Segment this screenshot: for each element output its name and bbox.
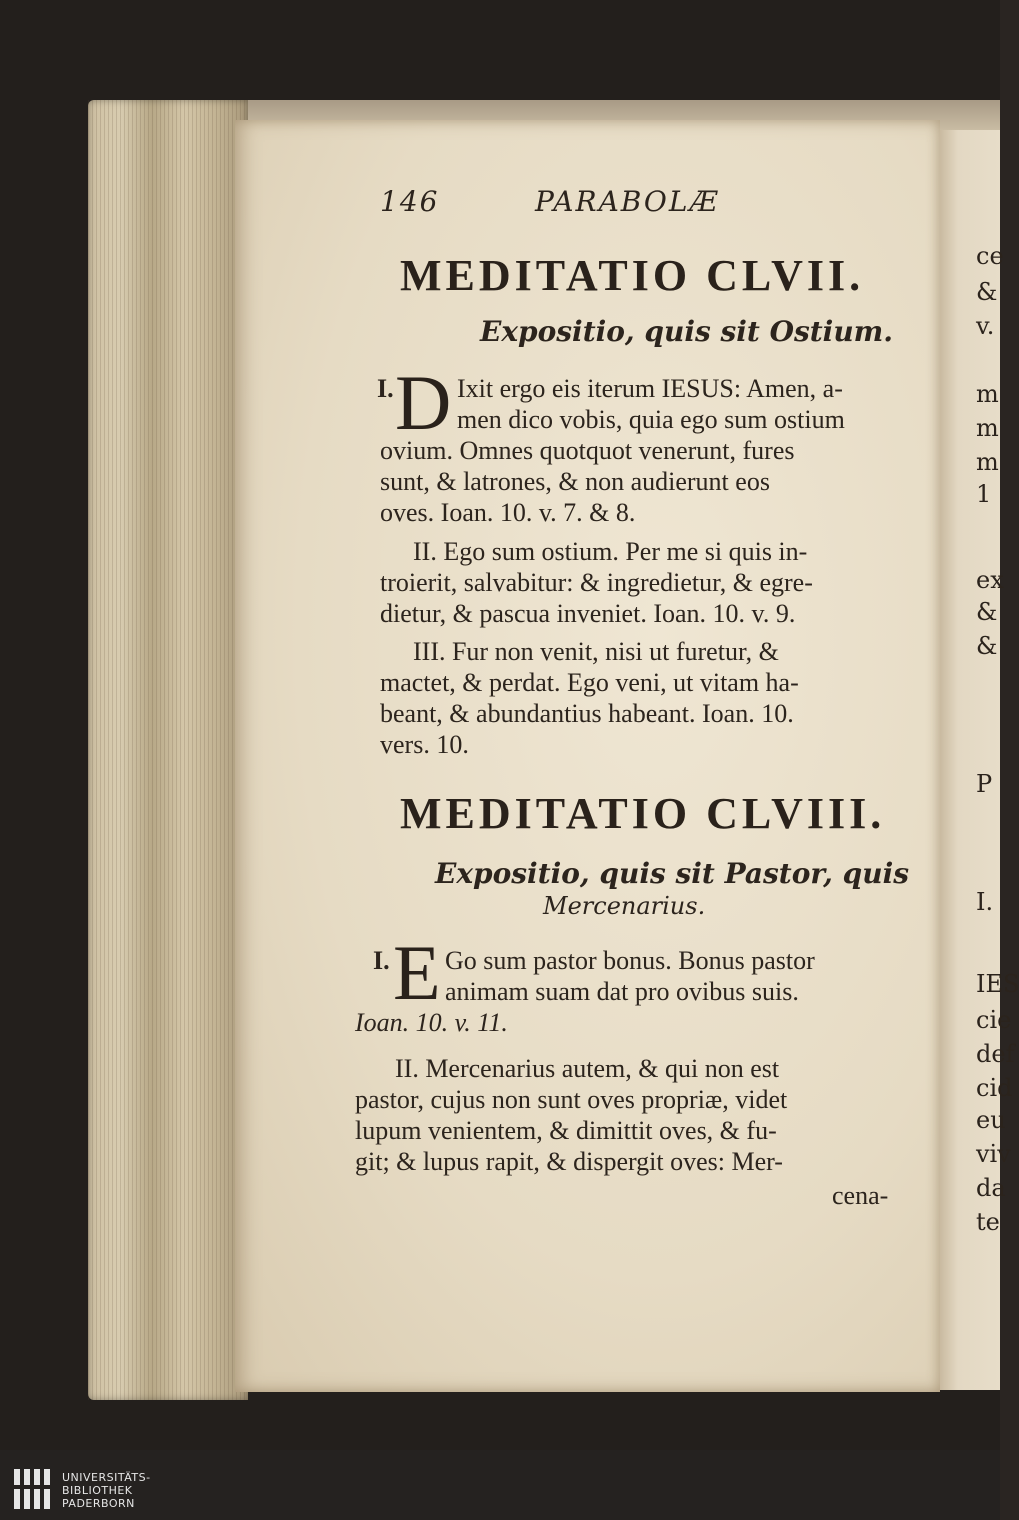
text-line: Ioan. 10. v. 11. (355, 1008, 508, 1037)
facing-text: P (976, 770, 993, 798)
meditation-subtitle: Expositio, quis sit Pastor, quis (435, 857, 909, 890)
text-line: Go sum pastor bonus. Bonus pastor (445, 946, 815, 975)
facing-text: & (976, 598, 998, 626)
facing-text: cid (976, 1074, 1013, 1102)
text-line: men dico vobis, quia ego sum ostium (457, 405, 845, 434)
meditation-subtitle: Expositio, quis sit Ostium. (480, 315, 894, 348)
page-block-edge (88, 100, 248, 1400)
text-line: II. Ego sum ostium. Per me si quis in- (413, 537, 808, 566)
text-line: git; & lupus rapit, & dispergit oves: Mer- (355, 1147, 783, 1176)
verse-numeral: I. (377, 374, 394, 403)
library-logo-icon (12, 1465, 54, 1513)
text-line: sunt, & latrones, & non audierunt eos (380, 467, 770, 496)
text-line: III. Fur non venit, nisi ut furetur, & (413, 637, 779, 666)
catchword: cena- (832, 1181, 889, 1210)
facing-text: ex (976, 566, 1004, 594)
library-name-line: PADERBORN (62, 1497, 135, 1510)
drop-cap: E (393, 929, 441, 1016)
meditation-title: MEDITATIO CLVIII. (400, 789, 886, 838)
text-line: oves. Ioan. 10. v. 7. & 8. (380, 498, 636, 527)
text-line: ovium. Omnes quotquot venerunt, fures (380, 436, 795, 465)
facing-text: da (976, 1174, 1006, 1202)
facing-text: def (976, 1040, 1015, 1068)
text-line: troierit, salvabitur: & ingredietur, & egre- (380, 568, 813, 597)
drop-cap: D (395, 359, 452, 446)
facing-text: & (976, 278, 998, 306)
text-line: beant, & abundantius habeant. Ioan. 10. (380, 699, 794, 728)
facing-text: m (976, 448, 999, 476)
text-line: Ixit ergo eis iterum IESUS: Amen, a- (457, 374, 843, 403)
facing-page-fragment (940, 130, 1019, 1390)
meditation-subtitle: Mercenarius. (543, 892, 706, 920)
library-name-line: BIBLIOTHEK (62, 1484, 133, 1497)
text-line: lupum venientem, & dimittit oves, & fu- (355, 1116, 777, 1145)
facing-text: viv (976, 1140, 1011, 1168)
facing-text: m (976, 414, 999, 442)
facing-text: m (976, 380, 999, 408)
library-footer (0, 1450, 1000, 1520)
library-name-line: UNIVERSITÄTS- (62, 1471, 151, 1484)
text-line: pastor, cujus non sunt oves propriæ, videt (355, 1085, 788, 1114)
book-page (235, 120, 940, 1392)
text-line: dietur, & pascua inveniet. Ioan. 10. v. 9. (380, 599, 796, 628)
page-number: 146 (380, 185, 440, 218)
text-line: animam suam dat pro ovibus suis. (445, 977, 799, 1006)
facing-text: & (976, 632, 998, 660)
facing-text: te (976, 1208, 1000, 1236)
text-line: mactet, & perdat. Ego veni, ut vitam ha- (380, 668, 799, 697)
meditation-title: MEDITATIO CLVII. (400, 251, 865, 300)
facing-text: ce (976, 242, 1004, 270)
facing-text: 1 (976, 480, 992, 508)
text-line: vers. 10. (380, 730, 469, 759)
facing-text: eu (976, 1106, 1006, 1134)
facing-text: I. (976, 888, 994, 916)
verse-numeral: I. (373, 946, 390, 975)
facing-text: cie (976, 1006, 1012, 1034)
running-head: PARABOLÆ (535, 185, 720, 218)
facing-text: v. (976, 312, 995, 340)
facing-text: IES (976, 970, 1019, 998)
text-line: II. Mercenarius autem, & qui non est (395, 1054, 780, 1083)
